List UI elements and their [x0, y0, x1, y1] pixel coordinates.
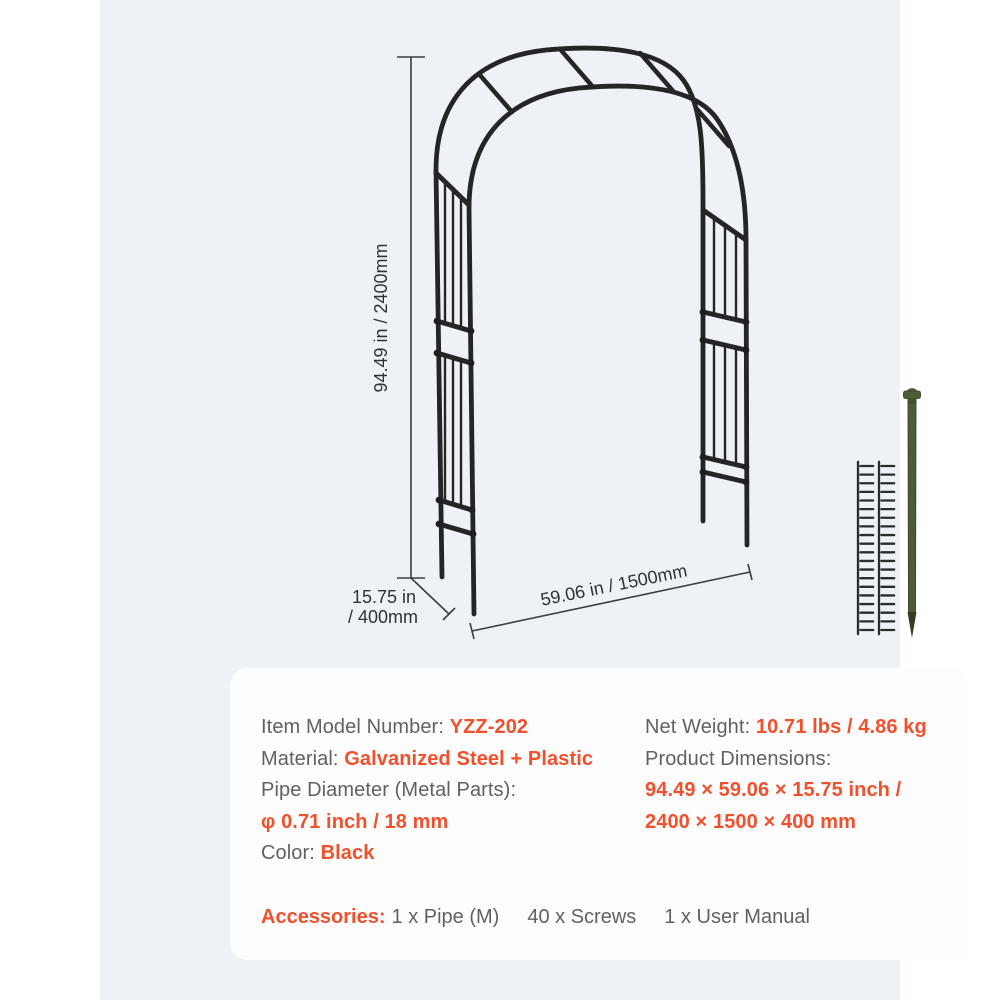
model-value: YZZ-202 — [449, 716, 529, 738]
material-value: Galvanized Steel + Plastic — [344, 747, 594, 770]
weight-value: 10.71 lbs / 4.86 kg — [755, 716, 927, 738]
accessories-label: Accessories: — [261, 906, 386, 928]
model-label: Item Model Number: — [261, 716, 450, 738]
spec-row-dimensions — [645, 744, 927, 776]
spec-row-dimensions-mm — [645, 807, 927, 839]
accessory-pipe: 1 x Pipe (M) — [391, 906, 500, 928]
dimensions-mm-value: 2400 × 1500 × 400 mm — [645, 810, 857, 833]
depth-dimension-label-2: / 400mm — [348, 607, 419, 627]
weight-label: Net Weight: — [645, 716, 756, 738]
accessories-illustration — [840, 380, 960, 650]
specs-right-column — [645, 712, 927, 838]
accessories-row — [261, 901, 810, 933]
color-label: Color: — [261, 842, 321, 864]
spec-row-weight — [645, 712, 927, 744]
accessory-screws: 40 x Screws — [527, 906, 637, 928]
width-dimension — [470, 560, 752, 639]
width-dimension-label: 59.06 in / 1500mm — [538, 560, 689, 610]
height-dimension — [371, 57, 425, 578]
specs-card — [230, 668, 970, 960]
arch-back-frame — [436, 48, 703, 577]
depth-dimension — [348, 578, 455, 627]
spec-row-model — [261, 712, 593, 744]
garden-arch-diagram — [330, 25, 790, 655]
spec-row-color — [261, 838, 593, 870]
ground-stake-icon — [904, 389, 921, 639]
spec-row-pipe-diameter — [261, 775, 593, 807]
diagram-canvas — [100, 0, 927, 1000]
screws-icon — [858, 462, 894, 634]
spec-row-pipe-diameter-value — [261, 807, 593, 839]
pipe-diameter-value: φ 0.71 inch / 18 mm — [261, 810, 449, 833]
dimensions-inch-value: 94.49 × 59.06 × 15.75 inch / — [645, 779, 902, 801]
material-label: Material: — [261, 747, 345, 770]
pipe-diameter-label: Pipe Diameter (Metal Parts): — [261, 779, 517, 801]
spec-row-material — [261, 744, 593, 776]
right-column-trellis — [700, 210, 750, 485]
dimensions-label: Product Dimensions: — [645, 747, 832, 770]
color-value: Black — [320, 842, 375, 864]
specs-left-column — [261, 712, 593, 870]
accessory-manual: 1 x User Manual — [664, 906, 810, 928]
height-dimension-label: 94.49 in / 2400mm — [371, 243, 391, 393]
spec-row-dimensions-inch — [645, 775, 927, 807]
depth-dimension-label-1: 15.75 in — [352, 587, 417, 607]
